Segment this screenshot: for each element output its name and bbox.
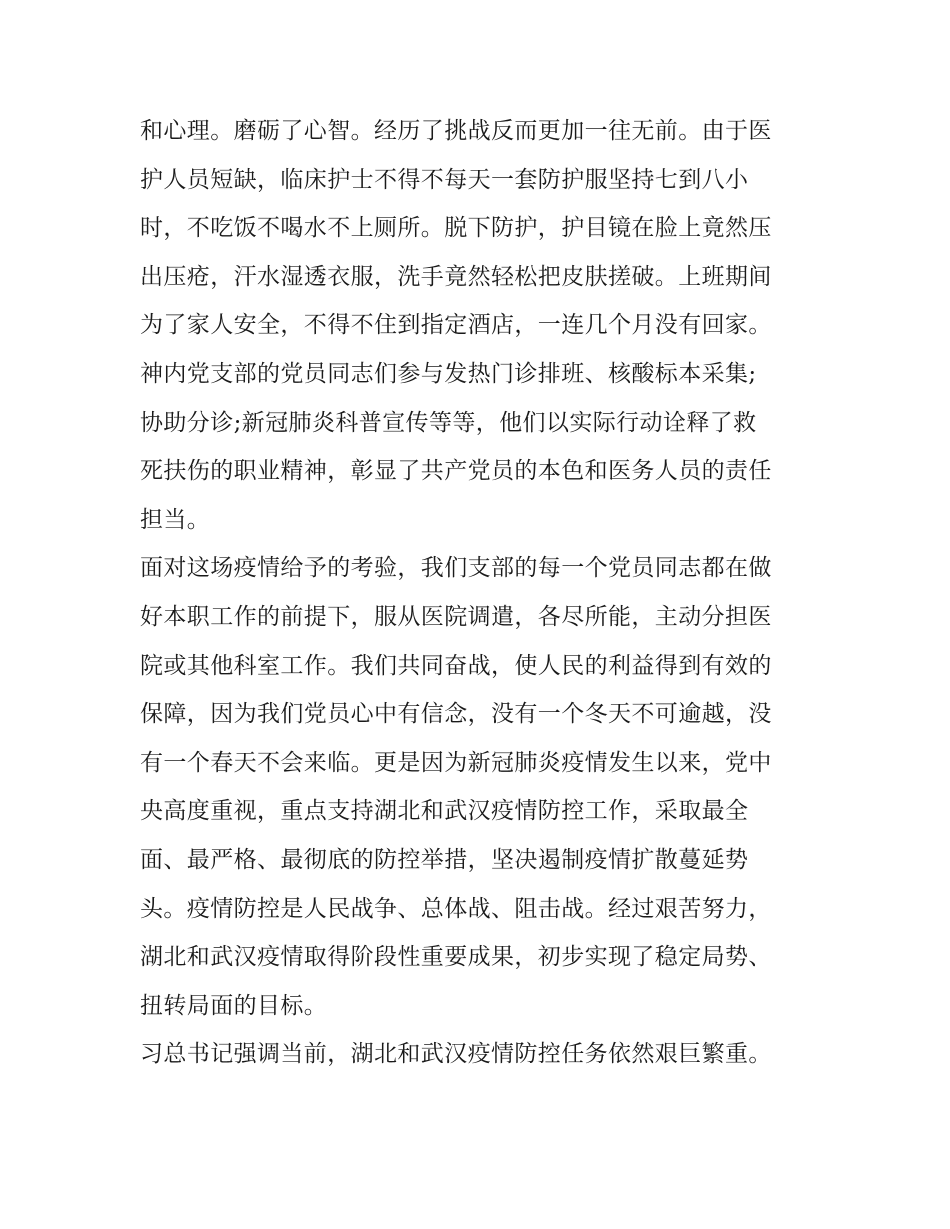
- text-line: 和心理。磨砺了心智。经历了挑战反而更加一往无前。由于医: [140, 118, 772, 144]
- text-line: 护人员短缺，临床护士不得不每天一套防护服坚持七到八小: [140, 166, 749, 193]
- text-line: 头。疫情防控是人民战争、总体战、阻击战。经过艰苦努力，: [140, 895, 772, 922]
- text-line: 出压疮，汗水湿透衣服，洗手竟然轻松把皮肤搓破。上班期间: [140, 263, 772, 290]
- text-line: 担当。: [140, 506, 211, 533]
- text-line: 院或其他科室工作。我们共同奋战，使人民的利益得到有效的: [140, 652, 772, 679]
- text-line: 习总书记强调当前，湖北和武汉疫情防控任务依然艰巨繁重。: [140, 1041, 772, 1068]
- text-line: 扭转局面的目标。: [140, 992, 328, 1019]
- body-text: [140, 107, 820, 1079]
- text-line: 死扶伤的职业精神，彰显了共产党员的本色和医务人员的责任: [140, 458, 772, 485]
- text-line: 湖北和武汉疫情取得阶段性重要成果，初步实现了稳定局势、: [140, 944, 772, 971]
- text-line: 为了家人安全，不得不住到指定酒店，一连几个月没有回家。: [140, 312, 772, 339]
- text-line: 面对这场疫情给予的考验，我们支部的每一个党员同志都在做: [140, 555, 772, 582]
- text-line: 面、最严格、最彻底的防控举措，坚决遏制疫情扩散蔓延势: [140, 846, 749, 873]
- text-line: 有一个春天不会来临。更是因为新冠肺炎疫情发生以来，党中: [140, 749, 772, 776]
- text-line: 好本职工作的前提下，服从医院调遣，各尽所能，主动分担医: [140, 603, 772, 630]
- text-line: 央高度重视，重点支持湖北和武汉疫情防控工作，采取最全: [140, 798, 749, 825]
- text-line: 协助分诊;新冠肺炎科普宣传等等，他们以实际行动诠释了救: [140, 409, 757, 436]
- text-line: 时，不吃饭不喝水不上厕所。脱下防护，护目镜在脸上竟然压: [140, 215, 772, 242]
- text-line: 保障，因为我们党员心中有信念，没有一个冬天不可逾越，没: [140, 701, 772, 728]
- text-line: 神内党支部的党员同志们参与发热门诊排班、核酸标本采集;: [140, 360, 757, 387]
